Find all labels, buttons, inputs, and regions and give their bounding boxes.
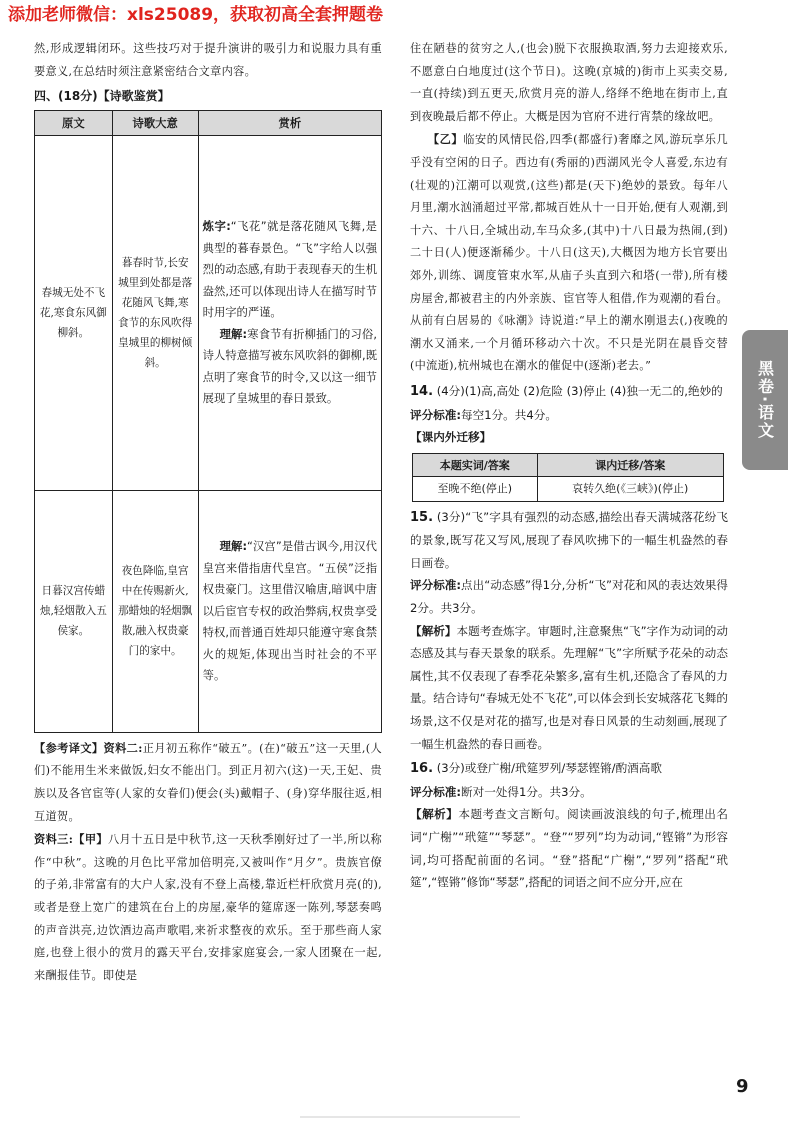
right-column <box>410 38 728 894</box>
page-number: 9 <box>736 1076 749 1097</box>
translation-yi <box>410 128 728 378</box>
ref3-jia: 【甲】 <box>73 832 108 847</box>
q16-scoring <box>410 781 728 804</box>
q15-scoring <box>410 574 728 619</box>
row2-text1: “汉宫”是借古讽今,用汉代皇宫来借指唐代皇宫。“五侯”泛指权贵豪门。这里借汉喻唐,暗讽中唐以后宦官专权的政治弊病,权贵享受特权,而普通百姓却只能遵守寒食禁火的规矩,体现出当时社会的不平等。 <box>202 540 377 683</box>
q15-analysis <box>410 620 728 756</box>
q15-number: 15. <box>410 509 434 525</box>
reference-3 <box>34 828 382 987</box>
q14-score-label: 评分标准: <box>410 407 462 422</box>
question-15 <box>410 506 728 575</box>
section-heading: 四、(18分)【诗歌鉴赏】 <box>34 89 170 104</box>
ref3-text: 八月十五日是中秋节,这一天秋季刚好过了一半,所以称作“中秋”。这晚的月色比平常加倍明亮,又被叫作“月夕”。贵族官僚的子弟,非常富有的大户人家,没有不登上高楼,靠近栏杆欣赏月亮(的),或者是登上宽广的建筑在台上的房屋,豪华的筵席逐一陈列,琴瑟奏鸣的声音洪亮,边饮酒边高声歌唱,来祈求整夜的欢乐。至于那些商人家庭,也登上很小的赏月的露天平台,安排家庭宴会,一家人团聚在一起,来酬报佳节。即使是 <box>34 833 382 982</box>
side-tab-label: 黑卷·语文 <box>755 359 775 441</box>
row2-meaning: 夜色降临,皇宫中在传赐新火,那蜡烛的轻烟飘散,融入权贵豪门的家中。 <box>112 490 198 732</box>
transfer-table <box>412 453 724 502</box>
q15-score-text: 点出“动态感”得1分,分析“飞”对花和风的表达效果得2分。共3分。 <box>410 578 728 616</box>
question-16 <box>410 757 728 781</box>
promo-banner: 添加老师微信：xls25089，获取初高全套押题卷 <box>0 0 391 30</box>
q16-analysis-label: 【解析】 <box>410 807 459 822</box>
q15-analysis-text: 本题考查炼字。审题时,注意聚焦“飞”字作为动词的动态感及其与春天景象的联系。先理解“飞”字所赋予花朵的动态属性,其不仅表现了春季花朵繁多,富有生机,还隐含了春风的力量。结合诗句“春城无处不飞花”,可以体会到长安城落花飞舞的场景,这不仅是对花的描写,也是对春日风景的生动刻画,展现了一幅生机盎然的春日画卷。 <box>410 623 728 751</box>
q16-analysis <box>410 803 728 893</box>
row2-analysis <box>198 490 381 732</box>
q15-analysis-label: 【解析】 <box>410 623 457 638</box>
page-content <box>34 38 734 1098</box>
q15-score-label: 评分标准: <box>410 578 462 593</box>
q14-scoring <box>410 404 728 427</box>
row1-text1: “飞花”就是落花随风飞舞,是典型的暮春景色。“飞”字给人以强烈的动态感,有助于表现春天的生机盎然,还可以体现出诗人在描写时节时用字的严谨。 <box>202 220 377 320</box>
q15-answer: (3分)“飞”字具有强烈的动态感,描绘出春天满城落花纷飞的景象,既写花又写风,展现了春风吹拂下的一幅生机盎然的春日画卷。 <box>410 509 728 570</box>
q16-score-label: 评分标准: <box>410 784 462 799</box>
row1-meaning: 暮春时节,长安城里到处都是落花随风飞舞,寒食节的东风吹得皇城里的柳树倾斜。 <box>112 135 198 490</box>
table-row <box>35 490 382 732</box>
table-header-original: 原文 <box>35 110 113 135</box>
table-row <box>35 135 382 490</box>
ref-label: 【参考译文】 <box>34 740 104 755</box>
transfer-title: 【课内外迁移】 <box>410 430 492 445</box>
left-column <box>34 38 382 987</box>
ref2-text: 正月初五称作“破五”。(在)“破五”这一天里,(人们)不能用生米来做饭,妇女不能出门。到正月初六(这)一天,王妃、贵族以及各官宦等(人家的女眷们)便会(头)戴帽子、(身)穿华服往返,相互道贺。 <box>34 741 382 823</box>
question-14 <box>410 380 728 404</box>
footer-divider <box>300 1116 520 1118</box>
q14-answer: (4分)(1)高,高处 (2)危险 (3)停止 (4)独一无二的,绝妙的 <box>436 383 723 398</box>
q16-analysis-text: 本题考查文言断句。阅读画波浪线的句子,梳理出名词“广榭”“玳筵”“琴瑟”。“登”“罗列”均为动词,“铿锵”为形容词,均可搭配前面的名词。“登”搭配“广榭”,“罗列”搭配“玳筵”,“铿锵”修饰“琴瑟”,搭配的词语之间不应分开,应在 <box>410 807 728 890</box>
table-header-meaning: 诗歌大意 <box>112 110 198 135</box>
transfer-cell-1: 至晚不绝(停止) <box>413 476 538 501</box>
row1-label2: 理解: <box>219 327 248 341</box>
q14-number: 14. <box>410 383 434 399</box>
row1-original: 春城无处不飞花,寒食东风御柳斜。 <box>35 135 113 490</box>
reference-2 <box>34 737 382 828</box>
row2-original: 日暮汉宫传蜡烛,轻烟散入五侯家。 <box>35 490 113 732</box>
q14-score-text: 每空1分。共4分。 <box>461 407 557 422</box>
row1-analysis <box>198 135 381 490</box>
side-tab <box>742 330 788 470</box>
yi-label: 【乙】 <box>427 132 464 147</box>
q16-answer: (3分)或登广榭/玳筵罗列/琴瑟铿锵/酌酒高歌 <box>436 761 662 776</box>
q16-score-text: 断对一处得1分。共3分。 <box>461 784 592 799</box>
table-row <box>413 476 724 501</box>
transfer-header-1: 本题实词/答案 <box>413 453 538 476</box>
transfer-header-2: 课内迁移/答案 <box>537 453 723 476</box>
yi-text: 临安的风情民俗,四季(都盛行)奢靡之风,游玩享乐几乎没有空闲的日子。西边有(秀丽的)西湖风光令人喜爱,东边有(壮观的)江潮可以观赏,(这些)都是(天下)绝妙的景致。每年八月里,潮水汹涌超过平常,都城百姓从十一日开始,便有人观潮,到十六、十八日,全城出动,车马众多,(其中)十八日最为热闹,(到)二十日(人)便逐渐稀少。十八日(这天),大概因为地方长官要出郊外,训练、调度管束水军,从庙子头直到六和塔(一带),所有楼房屋舍,都被君主的内外亲族、宦官等人租借,作为观潮的看台。从前有白居易的《咏潮》诗说道:“早上的潮水刚退去(,)夜晚的潮水又涌来,一个月循环移动六十次。不只是光阴在晨昏交替(中流逝),杭州城也在潮水的催促中(逐渐)老去。” <box>410 133 728 373</box>
q16-number: 16. <box>410 761 434 777</box>
intro-paragraph: 然,形成逻辑闭环。这些技巧对于提升演讲的吸引力和说服力具有重要意义,在总结时须注意紧密结合文章内容。 <box>34 42 382 78</box>
table-header-analysis: 赏析 <box>198 110 381 135</box>
transfer-cell-2: 哀转久绝(《三峡》)(停止) <box>537 476 723 501</box>
ref2-label: 资料二: <box>103 740 143 755</box>
row1-label1: 炼字: <box>202 220 231 234</box>
row1-text2: 寒食节有折柳插门的习俗,诗人特意描写被东风吹斜的御柳,既点明了寒食节的时令,又以这一细节展现了皇城里的春日景致。 <box>202 327 377 406</box>
poem-analysis-table <box>34 110 382 733</box>
translation-continued: 住在陋巷的贫穷之人,(也会)脱下衣服换取酒,努力去迎接欢乐,不愿意白白地度过(这个节日)。这晚(京城的)街市上买卖交易,一直(持续)到五更天,欣赏月亮的游人,络绎不绝地在街市上,直到夜晚最后都不停止。大概是因为官府不进行宵禁的缘故吧。 <box>410 42 728 123</box>
row2-label1: 理解: <box>219 540 247 554</box>
ref3-label: 资料三: <box>34 832 74 847</box>
